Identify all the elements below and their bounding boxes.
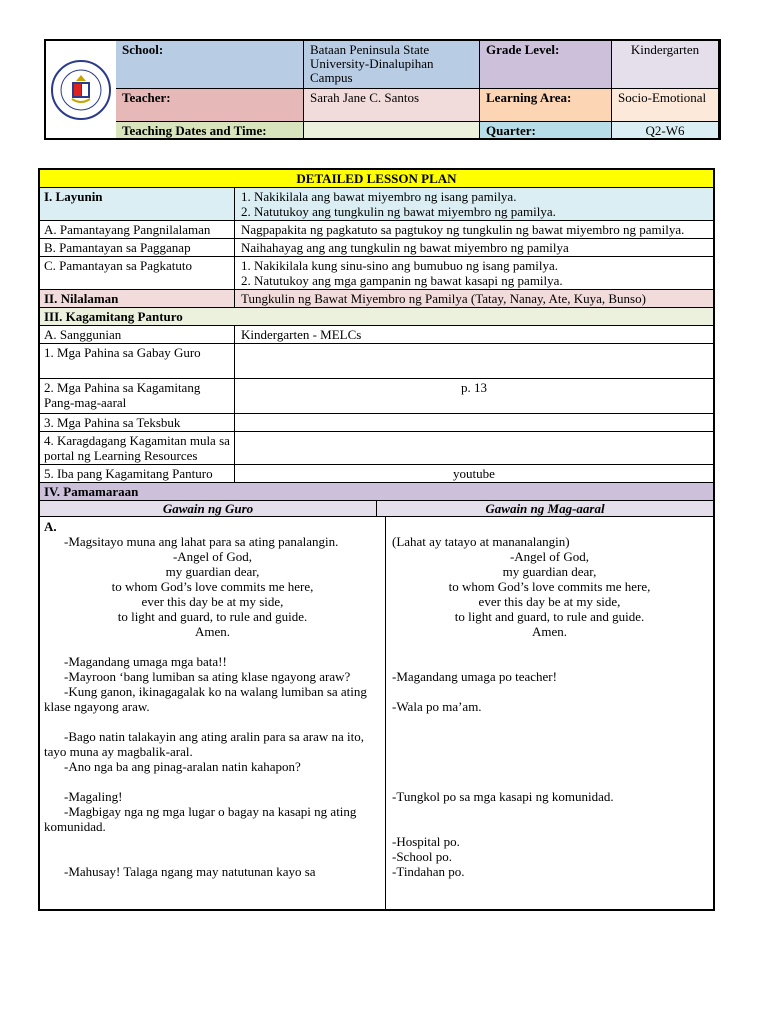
student-line: -School po. (392, 849, 452, 864)
prayer-line: my guardian dear, (165, 564, 260, 579)
karagdagang-value (235, 432, 713, 464)
prayer-line: -Angel of God, (509, 549, 590, 564)
teacher-line: -Mayroon ‘bang lumiban sa ating klase ngayong araw? (64, 669, 351, 684)
student-line: -Magandang umaga po teacher! (392, 669, 557, 684)
school-label: School: (116, 41, 304, 89)
student-line: -Tungkol po sa mga kasapi ng komunidad. (392, 789, 614, 804)
pagganap-row (40, 239, 713, 257)
magaaral-label: 2. Mga Pahina sa Kagamitang Pang-mag-aaral (40, 379, 235, 413)
dates-value (304, 122, 480, 138)
pagkatuto-value (235, 257, 713, 289)
teacher-line: -Mahusay! Talaga ngang may natutunan kayo sa (64, 864, 316, 879)
teksbuk-row (40, 414, 713, 432)
teacher-activities (40, 517, 386, 909)
teacher-line: -Magbigay nga ng mga lugar o bagay na kasapi ng ating komunidad. (44, 804, 357, 834)
lesson-plan-table (38, 168, 715, 911)
gabay-label: 1. Mga Pahina sa Gabay Guro (40, 344, 235, 378)
iba-value: youtube (453, 466, 495, 481)
area-value: Socio-Emotional (612, 89, 719, 122)
quarter-value: Q2-W6 (612, 122, 719, 138)
iba-label: 5. Iba pang Kagamitang Panturo (40, 465, 235, 482)
pangnilalaman-value: Nagpapakita ng pagkatuto sa pagtukoy ng tungkulin ng bawat miyembro ng pamilya. (241, 222, 685, 237)
teacher-label: Teacher: (116, 89, 304, 122)
plan-title: DETAILED LESSON PLAN (40, 170, 713, 188)
student-activities (386, 517, 713, 909)
sanggunian-row (40, 326, 713, 344)
activity-header-row (40, 501, 713, 517)
sanggunian-value: Kindergarten - MELCs (241, 327, 362, 342)
magaaral-row (40, 379, 713, 414)
pagkatuto-label: C. Pamantayan sa Pagkatuto (40, 257, 235, 289)
gabay-row (40, 344, 713, 379)
pagkatuto-item: 1. Nakikilala kung sinu-sino ang bumubuo ng isang pamilya. (241, 258, 559, 273)
teacher-line: -Bago natin talakayin ang ating aralin para sa araw na ito, tayo muna ay magbalik-aral. (44, 729, 364, 759)
grade-value: Kindergarten (612, 41, 719, 89)
guro-header: Gawain ng Guro (40, 501, 377, 516)
deped-seal-logo (46, 41, 117, 138)
teacher-line: -Kung ganon, ikinagagalak ko na walang lumiban sa ating klase ngayong araw. (44, 684, 367, 714)
kagamitan-heading: III. Kagamitang Panturo (40, 308, 713, 326)
school-value: Bataan Peninsula State University-Dinalupihan Campus (304, 41, 480, 89)
layunin-label: I. Layunin (40, 188, 235, 220)
student-line: -Wala po ma’am. (392, 699, 482, 714)
pagkatuto-row (40, 257, 713, 290)
teacher-value: Sarah Jane C. Santos (304, 89, 480, 122)
gabay-value (235, 344, 713, 378)
karagdagang-row (40, 432, 713, 465)
prayer-line: Amen. (531, 624, 568, 639)
header-table (44, 39, 721, 140)
pangnilalaman-label: A. Pamantayang Pangnilalaman (40, 221, 235, 238)
student-line: -Hospital po. (392, 834, 460, 849)
iba-row (40, 465, 713, 483)
step-label: A. (44, 519, 57, 534)
nilalaman-value: Tungkulin ng Bawat Miyembro ng Pamilya (Tatay, Nanay, Ate, Kuya, Bunso) (241, 291, 646, 306)
teacher-line: -Ano nga ba ang pinag-aralan natin kahapon? (64, 759, 301, 774)
pagganap-label: B. Pamantayan sa Pagganap (40, 239, 235, 256)
magaaral-header: Gawain ng Mag-aaral (485, 501, 605, 516)
prayer-line: my guardian dear, (502, 564, 597, 579)
area-label: Learning Area: (480, 89, 612, 122)
magaaral-value: p. 13 (461, 380, 487, 395)
layunin-item: 1. Nakikilala ang bawat miyembro ng isang pamilya. (241, 189, 517, 204)
activity-body (40, 517, 713, 909)
prayer-line: Amen. (194, 624, 231, 639)
nilalaman-row (40, 290, 713, 308)
layunin-value (235, 188, 713, 220)
pagganap-value: Naihahayag ang ang tungkulin ng bawat miyembro ng pamilya (241, 240, 569, 255)
prayer-line: to light and guard, to rule and guide. (454, 609, 645, 624)
student-line: -Tindahan po. (392, 864, 465, 879)
prayer-line: ever this day be at my side, (141, 594, 284, 609)
student-line: (Lahat ay tatayo at mananalangin) (392, 534, 570, 549)
teksbuk-label: 3. Mga Pahina sa Teksbuk (40, 414, 235, 431)
prayer-line: to whom God’s love commits me here, (111, 579, 314, 594)
grade-label: Grade Level: (480, 41, 612, 89)
pangnilalaman-row (40, 221, 713, 239)
teacher-line: -Magaling! (64, 789, 123, 804)
prayer-line: -Angel of God, (172, 549, 253, 564)
seal-icon (50, 59, 112, 121)
teacher-line: -Magandang umaga mga bata!! (64, 654, 227, 669)
sanggunian-label: A. Sanggunian (40, 326, 235, 343)
prayer-line: to light and guard, to rule and guide. (117, 609, 308, 624)
teacher-line: -Magsitayo muna ang lahat para sa ating panalangin. (64, 534, 339, 549)
pagkatuto-item: 2. Natutukoy ang mga gampanin ng bawat kasapi ng pamilya. (241, 273, 563, 288)
prayer-line: to whom God’s love commits me here, (448, 579, 651, 594)
quarter-label: Quarter: (480, 122, 612, 138)
karagdagang-label: 4. Karagdagang Kagamitan mula sa portal ng Learning Resources (40, 432, 235, 464)
layunin-row (40, 188, 713, 221)
dates-label: Teaching Dates and Time: (116, 122, 304, 138)
pamamaraan-heading: IV. Pamamaraan (40, 483, 713, 501)
layunin-item: 2. Natutukoy ang tungkulin ng bawat miyembro ng pamilya. (241, 204, 556, 219)
teksbuk-value (235, 414, 713, 431)
prayer-line: ever this day be at my side, (478, 594, 621, 609)
nilalaman-label: II. Nilalaman (40, 290, 235, 307)
